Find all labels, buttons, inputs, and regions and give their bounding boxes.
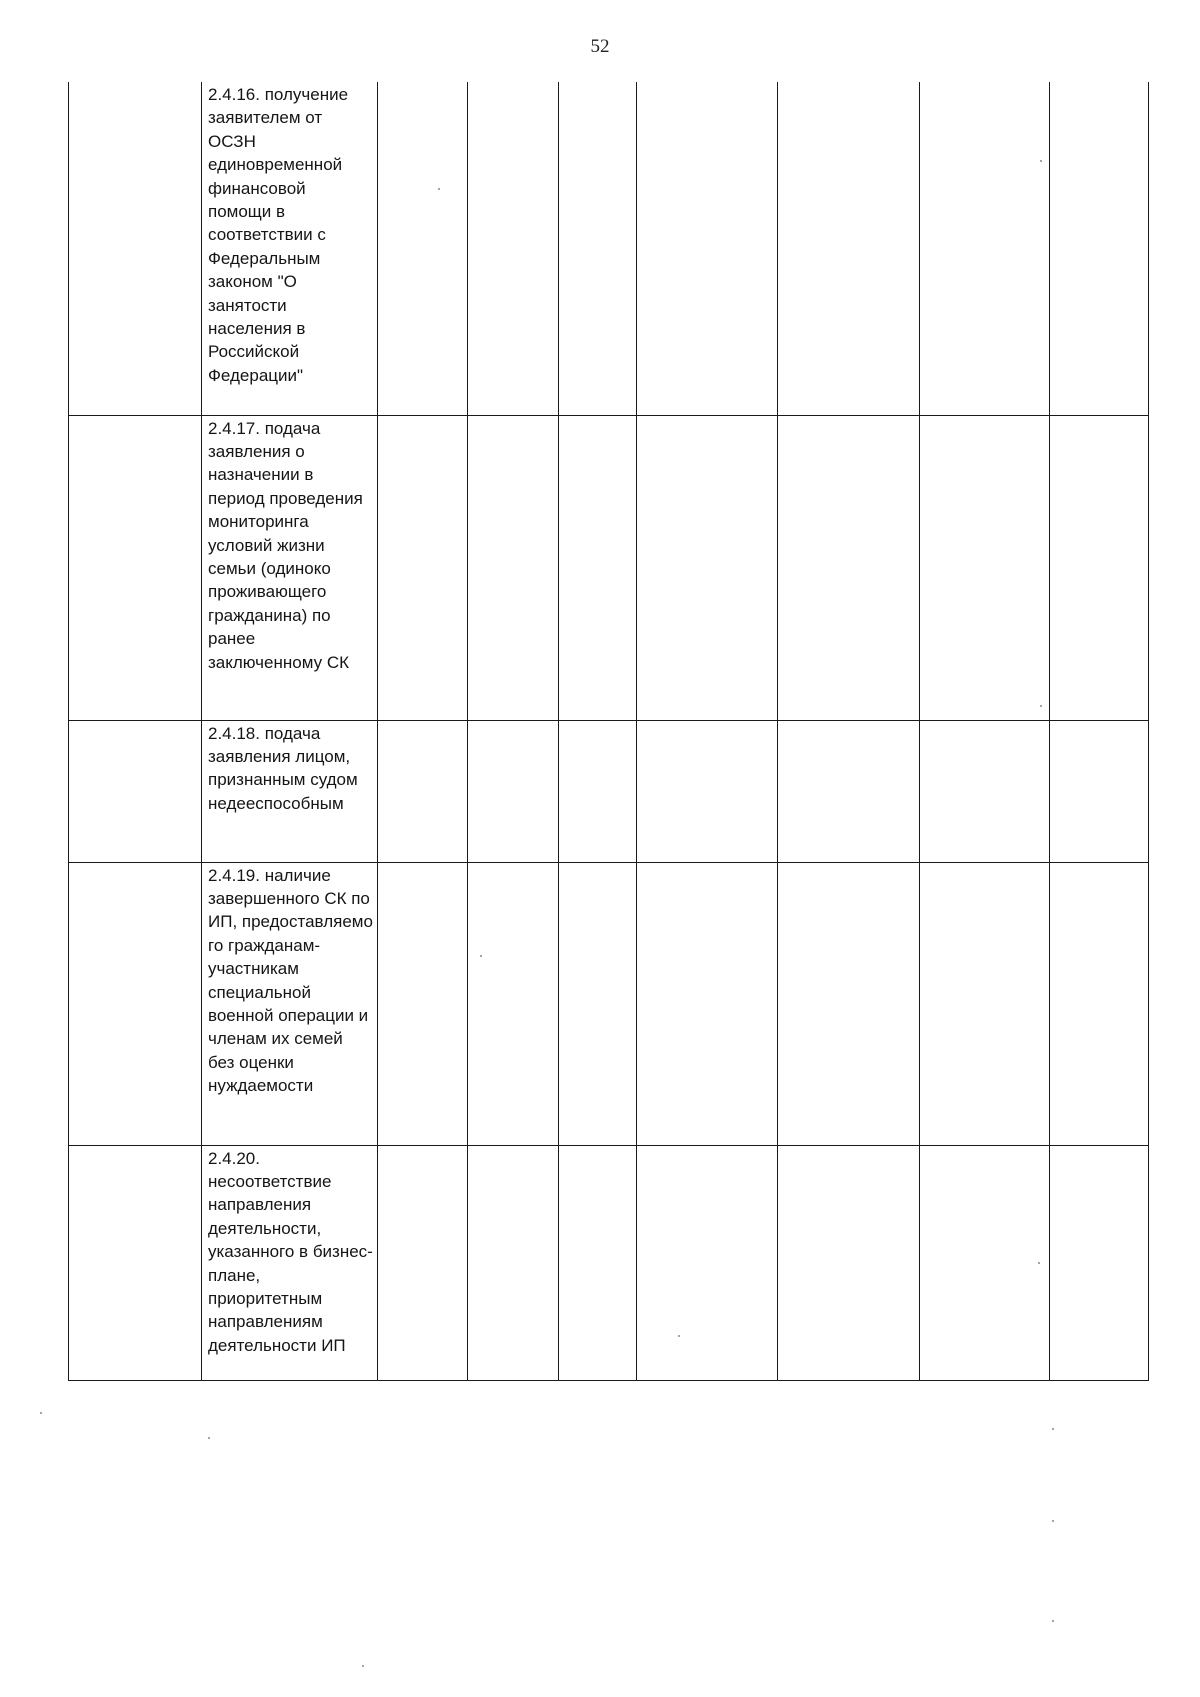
table-row (69, 415, 1149, 720)
empty-cell (778, 1145, 920, 1380)
empty-cell (559, 720, 637, 862)
criterion-cell: 2.4.18. подача заявления лицом, признанным судом недееспособным (202, 720, 378, 862)
empty-cell (468, 862, 559, 1145)
empty-cell (778, 862, 920, 1145)
empty-cell (69, 1145, 202, 1380)
empty-cell (468, 1145, 559, 1380)
empty-cell (468, 415, 559, 720)
empty-cell (920, 1145, 1050, 1380)
empty-cell (378, 720, 468, 862)
table-row (69, 720, 1149, 862)
empty-cell (637, 82, 778, 415)
empty-cell (920, 415, 1050, 720)
criterion-cell: 2.4.20. несоответствие направления деятельности, указанного в бизнес-плане, приоритетным направлениям деятельности ИП (202, 1145, 378, 1380)
empty-cell (637, 862, 778, 1145)
scan-speck (208, 1437, 210, 1439)
empty-cell (1050, 415, 1149, 720)
empty-cell (378, 82, 468, 415)
empty-cell (69, 82, 202, 415)
empty-cell (468, 720, 559, 862)
table-row (69, 862, 1149, 1145)
empty-cell (378, 415, 468, 720)
criterion-cell: 2.4.19. наличие завершенного СК по ИП, предоставляемо го гражданам-участникам специальной военной операции и членам их семей без оценки нуждаемости (202, 862, 378, 1145)
empty-cell (637, 720, 778, 862)
scan-speck (362, 1665, 364, 1667)
empty-cell (920, 82, 1050, 415)
empty-cell (1050, 862, 1149, 1145)
criterion-cell: 2.4.17. подача заявления о назначении в период проведения мониторинга условий жизни семьи (одиноко проживающего гражданина) по ранее заключенному СК (202, 415, 378, 720)
scan-speck (480, 955, 482, 957)
scan-speck (1052, 1620, 1054, 1622)
scan-speck (1052, 1520, 1054, 1522)
scan-speck (1040, 705, 1042, 707)
table-row (69, 1145, 1149, 1380)
empty-cell (69, 862, 202, 1145)
table-row (69, 82, 1149, 415)
empty-cell (637, 415, 778, 720)
empty-cell (920, 720, 1050, 862)
empty-cell (69, 720, 202, 862)
empty-cell (378, 1145, 468, 1380)
empty-cell (778, 720, 920, 862)
scan-speck (40, 1412, 42, 1414)
empty-cell (778, 415, 920, 720)
scan-speck (1052, 1428, 1054, 1430)
empty-cell (69, 415, 202, 720)
empty-cell (778, 82, 920, 415)
scan-speck (1038, 1262, 1040, 1264)
scan-speck (1040, 160, 1042, 162)
empty-cell (559, 82, 637, 415)
criterion-cell: 2.4.16. получение заявителем от ОСЗН единовременной финансовой помощи в соответствии с Федеральным законом "О занятости населения в Российской Федерации" (202, 82, 378, 415)
empty-cell (920, 862, 1050, 1145)
empty-cell (1050, 1145, 1149, 1380)
scan-speck (438, 188, 440, 190)
scan-speck (678, 1335, 680, 1337)
empty-cell (559, 862, 637, 1145)
empty-cell (468, 82, 559, 415)
empty-cell (378, 862, 468, 1145)
empty-cell (1050, 82, 1149, 415)
empty-cell (559, 415, 637, 720)
empty-cell (637, 1145, 778, 1380)
empty-cell (559, 1145, 637, 1380)
page-number: 52 (590, 36, 610, 57)
empty-cell (1050, 720, 1149, 862)
criteria-table (68, 82, 1149, 1381)
